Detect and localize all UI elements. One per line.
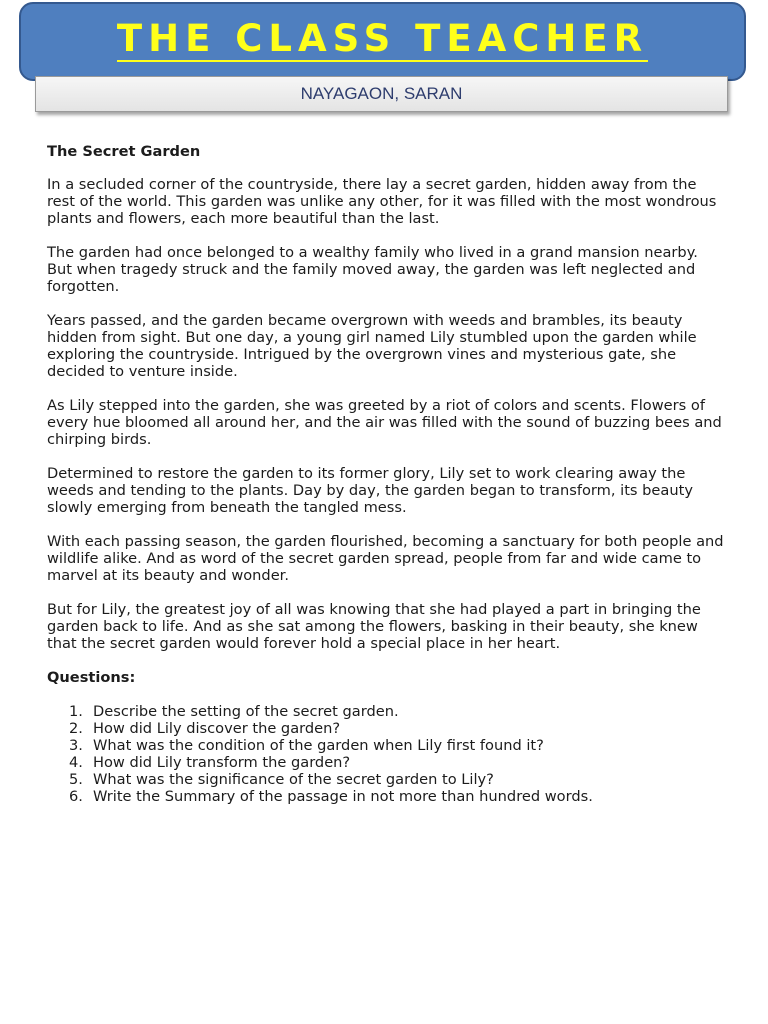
question-number: 2. (69, 720, 83, 737)
question-item (47, 737, 727, 754)
question-number: 5. (69, 771, 83, 788)
header-title-text: THE CLASS TEACHER (116, 17, 649, 60)
question-number: 1. (69, 703, 83, 720)
question-text: What was the condition of the garden when Lily first found it? (93, 737, 544, 754)
paragraph: The garden had once belonged to a wealthy family who lived in a grand mansion nearby. But when tragedy struck and the family moved away, the garden was left neglected and forgotten. (47, 244, 698, 295)
question-text: How did Lily discover the garden? (93, 720, 341, 737)
question-number: 6. (69, 788, 83, 805)
question-item (47, 754, 727, 771)
question-text: Describe the setting of the secret garden. (93, 703, 399, 720)
paragraph: Determined to restore the garden to its former glory, Lily set to work clearing away the weeds and tending to the plants. Day by day, the garden began to transform, its beauty slowly emerging from beneath the tangled mess. (47, 465, 693, 516)
document-body (47, 143, 727, 805)
question-item (47, 788, 727, 805)
question-item (47, 720, 727, 737)
paragraph: But for Lily, the greatest joy of all was knowing that she had played a part in bringing the garden back to life. And as she sat among the flowers, basking in their beauty, she knew that the secret garden would forever hold a special place in her heart. (47, 601, 701, 652)
header-title (21, 17, 744, 61)
paragraph: Years passed, and the garden became overgrown with weeds and brambles, its beauty hidden from sight. But one day, a young girl named Lily stumbled upon the garden while exploring the countryside. Intrigued by the overgrown vines and mysterious gate, she decided to venture inside. (47, 312, 697, 380)
question-item (47, 771, 727, 788)
question-text: What was the significance of the secret garden to Lily? (93, 771, 494, 788)
questions-list (47, 703, 727, 805)
question-number: 4. (69, 754, 83, 771)
document-title: The Secret Garden (47, 143, 201, 160)
paragraph: In a secluded corner of the countryside, there lay a secret garden, hidden away from the rest of the world. This garden was unlike any other, for it was filled with the most wondrous plants and flowers, each more beautiful than the last. (47, 176, 717, 227)
paragraph: With each passing season, the garden flourished, becoming a sanctuary for both people and wildlife alike. And as word of the secret garden spread, people from far and wide came to marvel at its beauty and wonder. (47, 533, 724, 584)
question-number: 3. (69, 737, 83, 754)
question-text: Write the Summary of the passage in not more than hundred words. (93, 788, 593, 805)
question-item (47, 703, 727, 720)
paragraph: As Lily stepped into the garden, she was greeted by a riot of colors and scents. Flowers of every hue bloomed all around her, and the air was filled with the sound of buzzing bees and chirping birds. (47, 397, 722, 448)
header-banner (19, 2, 746, 81)
questions-heading: Questions: (47, 669, 136, 686)
subheader-location: NAYAGAON, SARAN (35, 76, 728, 112)
question-text: How did Lily transform the garden? (93, 754, 351, 771)
